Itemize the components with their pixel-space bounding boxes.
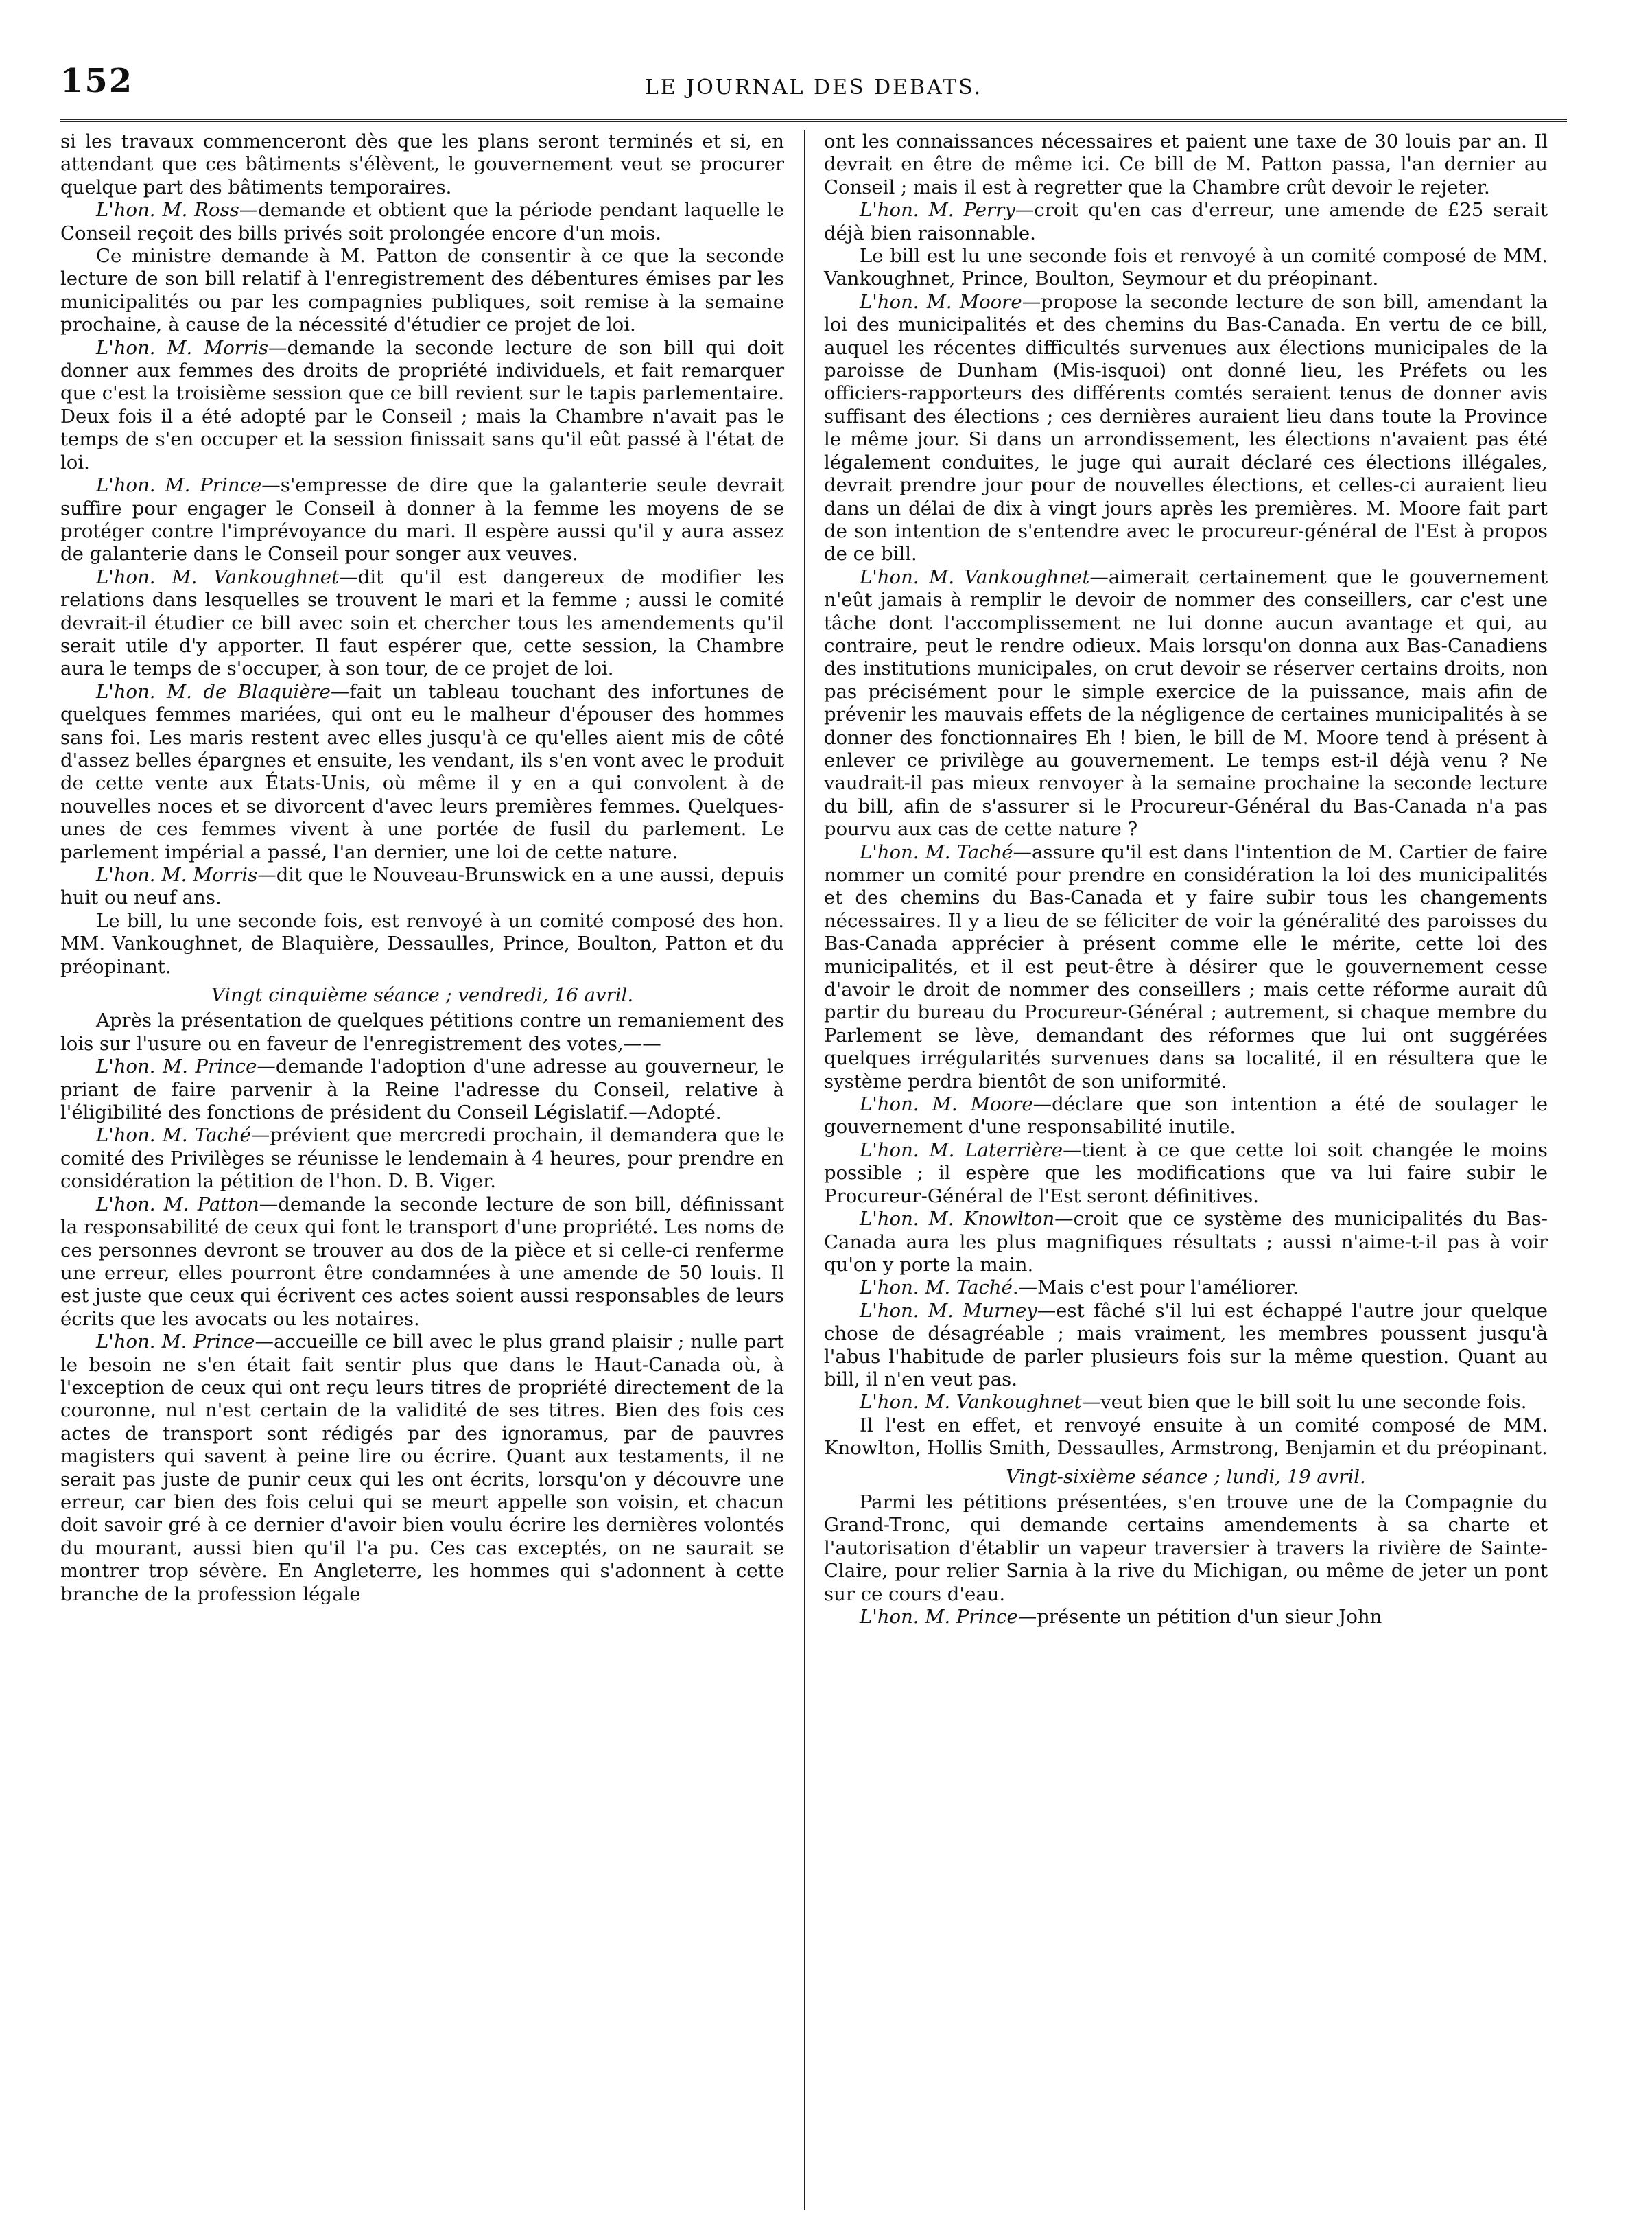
speech-text: —croit que ce système des municipalités du Bas-Canada aura les plus magnifiques résultats ; aussi n'aime-t-il pas à voir qu'on y porte la main. — [824, 1208, 1548, 1276]
speech-paragraph — [60, 337, 784, 474]
speech-paragraph — [824, 1606, 1548, 1628]
speech-text: —veut bien que le bill soit lu une seconde fois. — [1081, 1391, 1527, 1414]
speaker-name: L'hon. M. Prince — [96, 474, 262, 497]
speaker-name: L'hon. M. Laterrière — [860, 1138, 1063, 1161]
page-number: 152 — [60, 62, 134, 100]
speaker-name: L'hon. M. Taché — [96, 1124, 251, 1147]
speaker-name: L'hon. M. Taché — [860, 841, 1013, 863]
speech-paragraph — [824, 291, 1548, 566]
speaker-name: L'hon. M. Patton — [96, 1193, 259, 1215]
speech-text: —dit que le Nouveau-Brunswick en a une aussi, depuis huit ou neuf ans. — [60, 864, 784, 909]
speech-paragraph — [60, 1124, 784, 1193]
text-columns — [60, 130, 1567, 2217]
running-title: LE JOURNAL DES DEBATS. — [644, 75, 983, 100]
speech-text: —prévient que mercredi prochain, il demandera que le comité des Privilèges se réunisse le lendemain à 4 heures, pour prendre en considération la pétition de l'hon. D. B. Viger. — [60, 1124, 784, 1193]
newspaper-page — [60, 62, 1567, 2217]
page-header — [60, 62, 1567, 110]
paragraph: Il l'est en effet, et renvoyé ensuite à un comité composé de MM. Knowlton, Hollis Smith, Dessaulles, Armstrong, Benjamin et du préopinant. — [824, 1414, 1548, 1460]
speech-paragraph — [60, 681, 784, 864]
speech-text: —présente un pétition d'un sieur John — [1017, 1606, 1382, 1628]
speech-text: —demande et obtient que la période pendant laquelle le Conseil reçoit des bills privés soit prolongée encore d'un mois. — [60, 199, 784, 244]
session-heading: Vingt cinquième séance ; vendredi, 16 avril. — [211, 984, 634, 1007]
speech-paragraph — [824, 199, 1548, 245]
speech-paragraph — [824, 1208, 1548, 1276]
speech-text: —propose la seconde lecture de son bill, amendant la loi des municipalités et des chemins du Bas-Canada. En vertu de ce bill, auquel les récentes difficultés survenues aux élections municipales de la paroisse de Dunham (Mis-isquoi) ont donné lieu, les Préfets ou les officiers-rapporteurs des différents comtés seraient tenus de donner avis suffisant des élections ; ces dernières auraient lieu dans toute la Province le même jour. Si dans un arrondissement, les élections n'avaient pas été légalement conduites, le juge qui aurait déclaré ces élections illégales, devrait prendre jour pour de nouvelles élections, et celles-ci auraient lieu dans un délai de dix à vingt jours après les premières. M. Moore fait part de son intention de s'entendre avec le procureur-général de l'Est à propos de ce bill. — [824, 290, 1548, 565]
speech-text: —demande l'adoption d'une adresse au gouverneur, le priant de faire parvenir à la Reine l'adresse du Conseil, relative à l'éligibilité des fonctions de président du Conseil Législatif.—Adopté. — [60, 1055, 784, 1124]
paragraph: Parmi les pétitions présentées, s'en trouve une de la Compagnie du Grand-Tronc, qui demande certains amendements à sa charte et l'autorisation d'établir un vapeur traversier à travers la rivière de Sainte-Claire, pour relier Sarnia à la rive du Michigan, ou même de jeter un pont sur ce cours d'eau. — [824, 1491, 1548, 1605]
speaker-name: L'hon. M. Vankoughnet — [860, 1391, 1082, 1414]
speaker-name: L'hon. M. Ross — [96, 199, 239, 222]
speech-paragraph — [824, 1093, 1548, 1139]
speech-text: —assure qu'il est dans l'intention de M. Cartier de faire nommer un comité pour prendre en considération la loi des municipalités et des chemins du Bas-Canada et y faire subir tous les changements nécessaires. Il y a lieu de se féliciter de voir la généralité des paroisses du Bas-Canada apprécier à présent comme elle le mérite, cette loi des municipalités, et il est peut-être à désirer que le gouvernement cesse d'avoir le droit de nommer des conseillers ; mais cette réforme aurait dû partir du bureau du Procureur-Général ; autrement, si chaque membre du Parlement se lève, demandant des réformes que lui ont suggérées quelques irrégularités survenues dans sa localité, il en résultera que le système perdra bientôt de son uniformité. — [824, 841, 1548, 1093]
paragraph: Le bill, lu une seconde fois, est renvoyé à un comité composé des hon. MM. Vankoughnet, de Blaquière, Dessaulles, Prince, Boulton, Patton et du préopinant. — [60, 909, 784, 978]
speaker-name: L'hon. M. Prince — [96, 1055, 257, 1078]
speech-text: —dit qu'il est dangereux de modifier les relations dans lesquelles se trouvent le mari et la femme ; aussi le comité devrait-il étudier ce bill avec soin et chercher tous les amendements qu'il serait utile d'y apporter. Il faut espérer que, cette session, la Chambre aura le temps de s'occuper, à son tour, de ce projet de loi. — [60, 565, 784, 680]
speaker-name: L'hon. M. Morris — [96, 336, 268, 359]
left-column — [60, 130, 784, 1606]
paragraph: Après la présentation de quelques pétitions contre un remaniement des lois sur l'usure ou en faveur de l'enregistrement des votes,—— — [60, 1009, 784, 1055]
speech-paragraph — [60, 199, 784, 245]
speech-paragraph — [824, 1276, 1548, 1299]
speech-text: —s'empresse de dire que la galanterie seule devrait suffire pour engager le Conseil à donner à la femme les moyens de se protéger contre l'imprévoyance du mari. Il espère aussi qu'il y aura assez de galanterie dans le Conseil pour songer aux veuves. — [60, 474, 784, 565]
speech-text: —aimerait certainement que le gouvernement n'eût jamais à remplir le devoir de nommer des conseillers, car c'est une tâche dont l'accomplissement ne lui donne aucun avantage et qui, au contraire, peut le rendre odieux. Mais lorsqu'on donna aux Bas-Canadiens des institutions municipales, on crut devoir se réserver certains droits, non pas précisément pour le simple exercice de la puissance, mais afin de prévenir les mauvais effets de la négligence de certaines municipalités à se donner des fonctionnaires Eh ! bien, le bill de M. Moore tend à présent à enlever ce privilège au gouvernement. Le temps est-il déjà venu ? Ne vaudrait-il pas mieux renvoyer à la semaine prochaine la seconde lecture du bill, afin de s'assurer si le Procureur-Général du Bas-Canada n'a pas pourvu aux cas de cette nature ? — [824, 565, 1548, 841]
speech-text: —est fâché s'il lui est échappé l'autre jour quelque chose de désagréable ; mais vraiment, les membres poussent jusqu'à l'abus l'habitude de parler plusieurs fois sur la même question. Quant au bill, il n'en veut pas. — [824, 1299, 1548, 1390]
paragraph: ont les connaissances nécessaires et paient une taxe de 30 louis par an. Il devrait en être de même ici. Ce bill de M. Patton passa, l'an dernier au Conseil ; mais il est à regretter que la Chambre crût devoir le rejeter. — [824, 130, 1548, 198]
paragraph: Le bill est lu une seconde fois et renvoyé à un comité composé de MM. Vankoughnet, Prince, Boulton, Seymour et du préopinant. — [824, 245, 1548, 290]
speech-paragraph — [824, 1139, 1548, 1208]
speech-paragraph — [60, 864, 784, 910]
speech-text: —fait un tableau touchant des infortunes de quelques femmes mariées, qui ont eu le malheur d'épouser des hommes sans foi. Les maris restent avec elles jusqu'à ce qu'elles aient mis de côté d'assez belles épargnes et ensuite, les vendant, ils s'en vont avec le produit de cette vente aux États-Unis, où même il y en a qui convolent à de nouvelles noces et se divorcent d'avec leurs premières femmes. Quelques-unes de ces femmes vivent à une portée de fusil du parlement. Le parlement impérial a passé, l'an dernier, une loi de cette nature. — [60, 680, 784, 863]
speech-paragraph — [824, 1391, 1548, 1414]
speech-text: —demande la seconde lecture de son bill qui doit donner aux femmes des droits de propriété individuels, et fait remarquer que c'est la troisième session que ce bill revient sur le tapis parlementaire. Deux fois il a été adopté par le Conseil ; mais la Chambre n'avait pas le temps de s'en occuper et la session finissait sans qu'il eût passé à l'état de loi. — [60, 336, 784, 474]
speech-paragraph — [824, 1300, 1548, 1392]
paragraph: si les travaux commenceront dès que les plans seront terminés et si, en attendant que ces bâtiments s'élèvent, le gouvernement veut se procurer quelque part des bâtiments temporaires. — [60, 130, 784, 198]
speech-text: —accueille ce bill avec le plus grand plaisir ; nulle part le besoin ne s'en était fait sentir plus que dans le Haut-Canada où, à l'exception de ceux qui ont reçu leurs titres de propriété directement de la couronne, nul n'est certain de la validité de ses titres. Bien des fois ces actes de transport sont rédigés par des ignoramus, par de pauvres magisters qui savent à peine lire ou écrire. Quant aux testaments, il ne serait pas juste de punir ceux qui les ont écrits, lorsqu'on y découvre une erreur, car bien des fois celui qui se meurt appelle son voisin, et chacun doit savoir gré à ce dernier d'avoir bien voulu écrire les dernières volontés du mourant, aussi bien qu'il l'a pu. Ces cas exceptés, on ne saurait se montrer trop sévère. En Angleterre, les hommes qui s'adonnent à cette branche de la profession légale — [60, 1331, 784, 1605]
speech-text: —demande la seconde lecture de son bill, définissant la responsabilité de ceux qui font le transport d'une propriété. Les noms de ces personnes devront se trouver au dos de la pièce et si celle-ci renferme une erreur, elles pourront être condamnées à une amende de 50 louis. Il est juste que ceux qui écrivent ces actes soient aussi responsables de leurs écrits que les avocats ou les notaires. — [60, 1193, 784, 1330]
speech-paragraph — [60, 474, 784, 566]
speech-paragraph — [60, 566, 784, 681]
speaker-name: L'hon. M. Moore — [860, 1093, 1033, 1116]
speech-paragraph — [824, 841, 1548, 1093]
speaker-name: L'hon. M. de Blaquière — [96, 680, 331, 703]
speaker-name: L'hon. M. Vankoughnet — [96, 565, 340, 588]
speaker-name: L'hon. M. Morris — [96, 864, 258, 886]
speech-paragraph — [60, 1055, 784, 1124]
speaker-name: L'hon. M. Perry — [860, 199, 1015, 222]
speaker-name: L'hon. M. Prince — [96, 1331, 255, 1353]
speech-paragraph — [60, 1331, 784, 1606]
speaker-name: L'hon. M. Taché — [860, 1276, 1013, 1299]
speech-paragraph — [824, 566, 1548, 841]
speech-text: .—Mais c'est pour l'améliorer. — [1012, 1276, 1299, 1299]
speaker-name: L'hon. M. Murney — [860, 1299, 1037, 1322]
paragraph: Ce ministre demande à M. Patton de consentir à ce que la seconde lecture de son bill relatif à l'enregistrement des débentures émises par les municipalités ou par les compagnies publiques, soit remise à la semaine prochaine, à cause de la nécessité d'étudier ce projet de loi. — [60, 245, 784, 336]
session-heading: Vingt-sixième séance ; lundi, 19 avril. — [1006, 1465, 1366, 1488]
right-column — [824, 130, 1548, 1628]
header-rule — [60, 119, 1567, 126]
speech-paragraph — [60, 1193, 784, 1331]
speaker-name: L'hon. M. Moore — [860, 290, 1022, 313]
speech-text: —croit qu'en cas d'erreur, une amende de £25 serait déjà bien raisonnable. — [824, 199, 1548, 244]
speaker-name: L'hon. M. Vankoughnet — [860, 565, 1090, 588]
column-divider — [804, 130, 805, 2210]
speaker-name: L'hon. M. Knowlton — [860, 1208, 1055, 1230]
speech-text: —déclare que son intention a été de soulager le gouvernement d'une responsabilité inutile. — [824, 1093, 1548, 1138]
speech-text: —tient à ce que cette loi soit changée le moins possible ; il espère que les modifications que va lui faire subir le Procureur-Général de l'Est seront définitives. — [824, 1138, 1548, 1207]
speaker-name: L'hon. M. Prince — [860, 1606, 1018, 1628]
